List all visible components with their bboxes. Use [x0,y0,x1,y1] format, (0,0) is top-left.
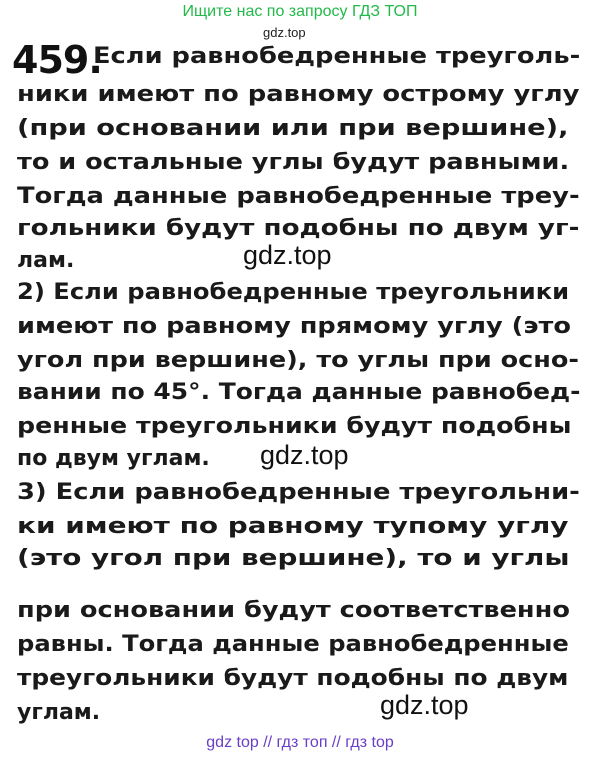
site-watermark-small: gdz.top [263,25,306,40]
text-line: имеют по равному прямому углу (это [17,314,571,339]
text-line: при основании будут соответственно [17,598,570,623]
text-line: по двум углам. [17,446,210,471]
text-line: 3) Если равнобедренные треугольни- [17,480,580,505]
text-line: 2) Если равнобедренные треугольники [17,280,570,305]
text-line: гольники будут подобны по двум уг- [17,216,580,241]
site-watermark: gdz.top [380,690,469,720]
text-line: Если равнобедренные треуголь- [93,44,581,69]
text-line: то и остальные углы будут равными. [17,150,570,175]
text-line: лам. [17,248,75,273]
text-line: Тогда данные равнобедренные треу- [17,184,580,209]
text-line: (при основании или при вершине), [17,116,569,141]
text-line: угол при вершине), то углы при осно- [17,348,579,373]
text-line: ренные треугольники будут подобны [17,414,572,439]
search-hint-watermark: Ищите нас по запросу ГДЗ ТОП [182,3,418,20]
problem-number: 459. [12,38,102,82]
text-line: треугольники будут подобны по двум [17,666,569,691]
text-line: ники имеют по равному острому углу [17,82,580,107]
text-line: вании по 45°. Тогда данные равнобед- [17,380,581,405]
text-line: ки имеют по равному тупому углу [17,514,569,539]
footer-watermark: gdz top // гдз топ // гдз top [206,734,394,751]
site-watermark: gdz.top [243,240,332,270]
site-watermark: gdz.top [260,440,349,470]
text-line: равны. Тогда данные равнобедренные [17,632,569,657]
text-line: углам. [17,700,101,725]
text-line: (это угол при вершине), то и углы [17,546,570,571]
